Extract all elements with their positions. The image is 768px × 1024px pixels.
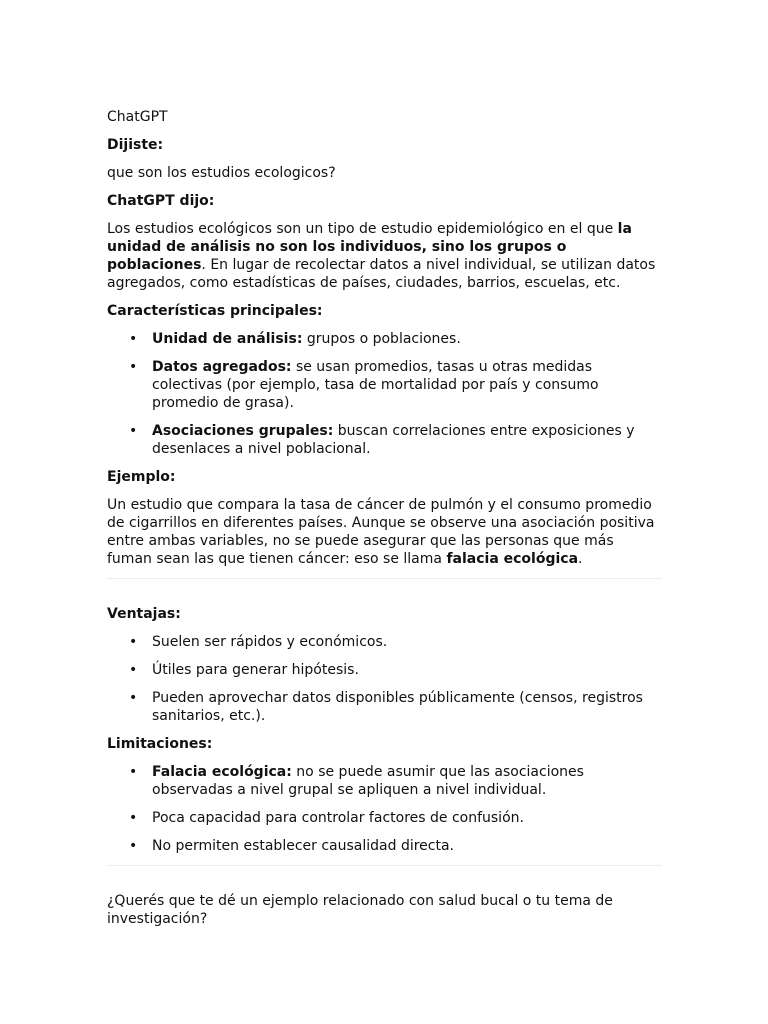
bullet-icon: •: [129, 690, 138, 706]
divider: [107, 578, 662, 579]
document-page: [107, 108, 662, 928]
list-item: [107, 330, 662, 348]
list-item: [107, 422, 662, 458]
closing-question: ¿Querés que te dé un ejemplo relacionado con salud bucal o tu tema de investigación?: [107, 893, 613, 927]
list-item-text: no se puede asumir que las asociaciones observadas a nivel grupal se apliquen a nivel individual.: [152, 764, 584, 798]
intro-text-end: . En lugar de recolectar datos a nivel individual, se utilizan datos agregados, como estadísticas de países, ciudades, barrios, escuelas, etc.: [107, 257, 656, 291]
advantages-heading: Ventajas:: [107, 606, 181, 622]
example-text: Un estudio que compara la tasa de cáncer de pulmón y el consumo promedio de cigarrillos en diferentes países. Aunque se observe una asociación positiva entre ambas variables, no se puede asegurar que las personas que más fuman sean las que tienen cáncer: eso se llama: [107, 497, 655, 567]
bullet-icon: •: [129, 838, 138, 854]
bullet-icon: •: [129, 662, 138, 678]
list-item: [107, 633, 662, 651]
user-label: Dijiste:: [107, 137, 164, 153]
characteristics-heading: Características principales:: [107, 303, 323, 319]
list-item: [107, 837, 662, 855]
bullet-icon: •: [129, 331, 138, 347]
divider: [107, 865, 662, 866]
bullet-icon: •: [129, 423, 138, 439]
list-item-text: se usan promedios, tasas u otras medidas colectivas (por ejemplo, tasa de mortalidad por país y consumo promedio de grasa).: [152, 359, 599, 411]
list-item-text: No permiten establecer causalidad directa.: [152, 838, 454, 854]
list-item-text: grupos o poblaciones.: [302, 331, 461, 347]
list-item-text: Poca capacidad para controlar factores de confusión.: [152, 810, 524, 826]
assistant-label: ChatGPT dijo:: [107, 193, 215, 209]
list-item-bold: Falacia ecológica:: [152, 764, 292, 780]
list-item-bold: Datos agregados:: [152, 359, 292, 375]
list-item: [107, 358, 662, 412]
list-item: [107, 661, 662, 679]
characteristics-list: [107, 330, 662, 458]
list-item: [107, 689, 662, 725]
intro-paragraph: [107, 220, 662, 292]
list-item-text: buscan correlaciones entre exposiciones y desenlaces a nivel poblacional.: [152, 423, 635, 457]
list-item-bold: Unidad de análisis:: [152, 331, 303, 347]
bullet-icon: •: [129, 810, 138, 826]
bullet-icon: •: [129, 359, 138, 375]
intro-text-start: Los estudios ecológicos son un tipo de estudio epidemiológico en el que: [107, 221, 618, 237]
user-question: que son los estudios ecologicos?: [107, 165, 336, 181]
advantages-list: [107, 633, 662, 725]
limitations-heading: Limitaciones:: [107, 736, 213, 752]
bullet-icon: •: [129, 764, 138, 780]
list-item-bold: Asociaciones grupales:: [152, 423, 334, 439]
list-item-text: Pueden aprovechar datos disponibles públicamente (censos, registros sanitarios, etc.).: [152, 690, 643, 724]
bullet-icon: •: [129, 634, 138, 650]
example-bold-text: falacia ecológica: [446, 551, 579, 567]
document-title: ChatGPT: [107, 109, 168, 125]
limitations-list: [107, 763, 662, 855]
intro-bold-text: la unidad de análisis no son los individuos, sino los grupos o poblaciones: [107, 221, 632, 273]
list-item-text: Útiles para generar hipótesis.: [152, 662, 359, 678]
example-paragraph: [107, 496, 662, 568]
example-heading: Ejemplo:: [107, 469, 176, 485]
list-item: [107, 809, 662, 827]
example-end: .: [578, 551, 583, 567]
list-item: [107, 763, 662, 799]
list-item-text: Suelen ser rápidos y económicos.: [152, 634, 388, 650]
